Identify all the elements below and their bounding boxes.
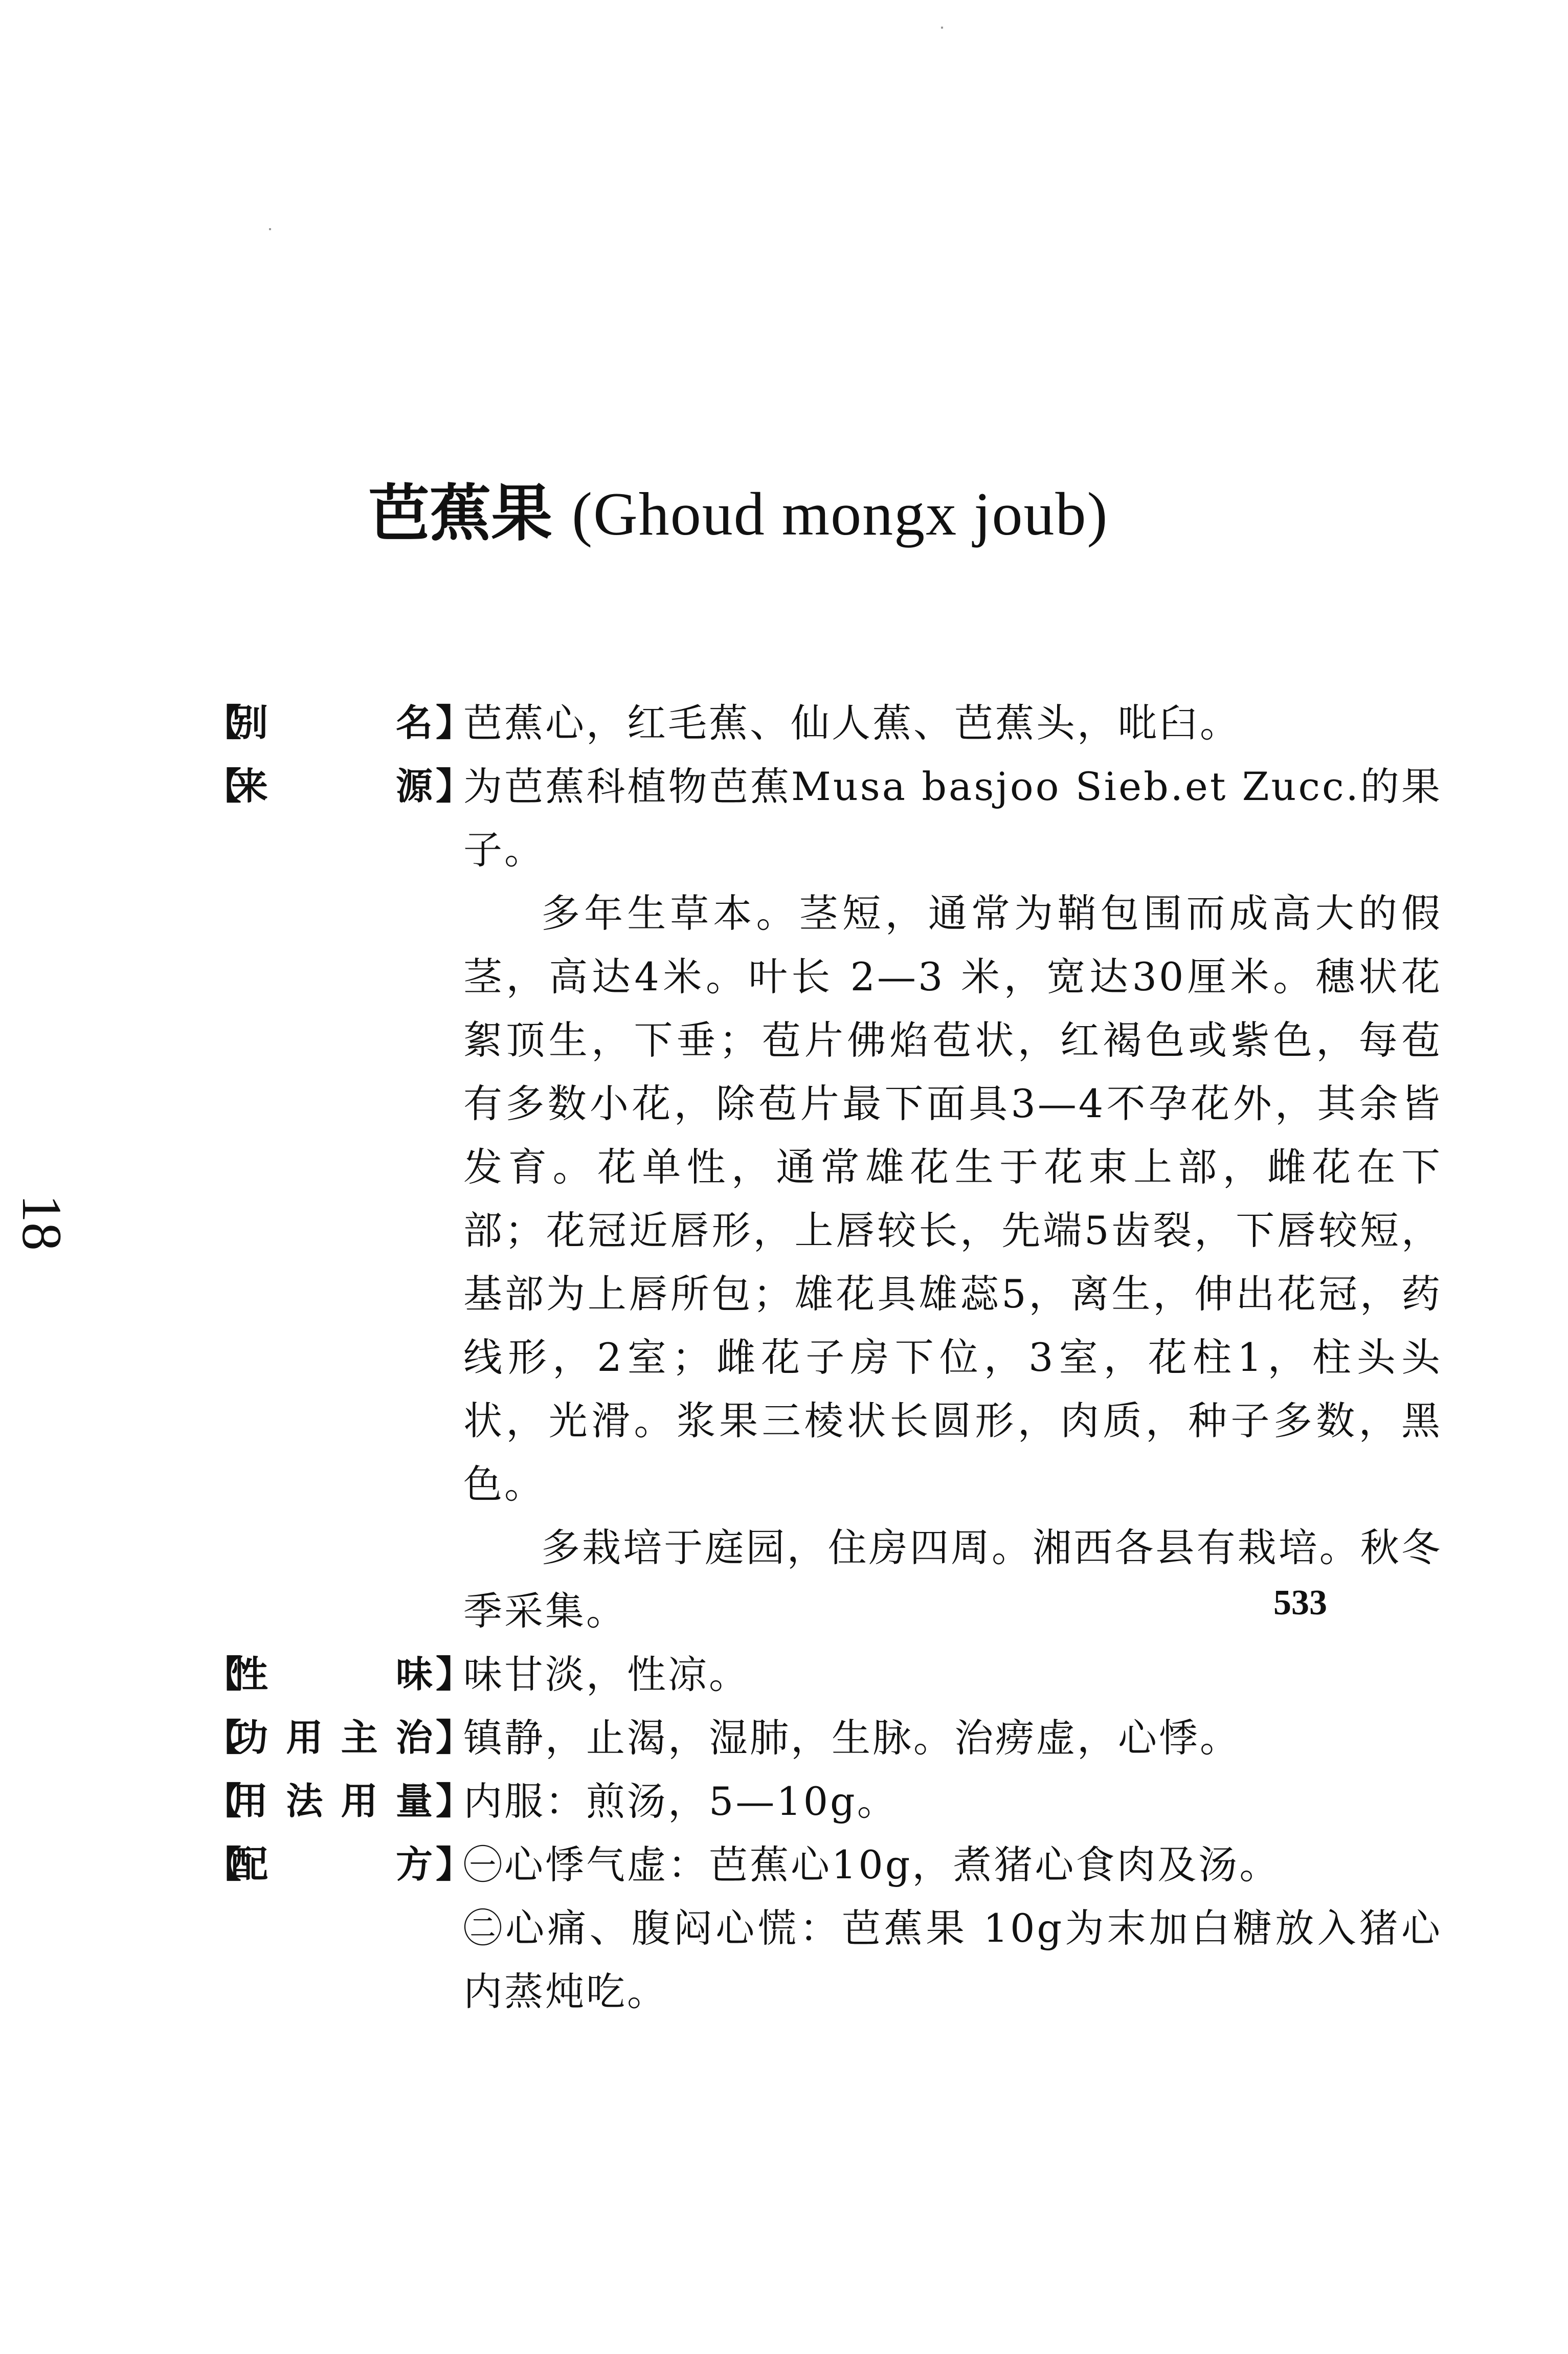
description-paragraph: 多年生草本。茎短，通常为鞘包围而成高大的假茎，高达4米。叶长 2—3 米，宽达30厘米。穗状花絮顶生，下垂；苞片佛焰苞状，红褐色或紫色，每苞有多数小花，除苞片最下面具3—4不孕花外，其余皆发育。花单性，通常雄花生于花束上部，雌花在下部；花冠近唇形，上唇较长，先端5齿裂，下唇较短，基部为上唇所包；雄花具雄蕊5，离生，伸出花冠，药线形，2室；雌花子房下位，3室，花柱1，柱头头状，光滑。浆果三棱状长圆形，肉质，种子多数，黑色。 <box>463 891 1442 1507</box>
label-char: 法 <box>286 1780 323 1823</box>
entry-content <box>463 882 1442 1516</box>
bracket-open: 【 <box>205 1780 242 1823</box>
side-page-number: 18 <box>11 1194 73 1251</box>
bracket-close: 】 <box>436 701 473 744</box>
label-char: 源 <box>395 765 433 808</box>
entry-row <box>205 1770 1442 1833</box>
entry-text: 内服：煎汤，5—10g。 <box>463 1779 898 1824</box>
entry-content <box>463 1706 1442 1770</box>
label-text <box>227 1643 436 1705</box>
entry-content <box>463 1770 1442 1833</box>
entry-content <box>463 1516 1442 1643</box>
bracket-open: 【 <box>205 1843 242 1886</box>
bracket-open: 【 <box>205 1716 242 1759</box>
label-char: 用 <box>231 1780 268 1823</box>
entry-text: ㊁心痛、腹闷心慌：芭蕉果 10g为末加白糖放入猪心内蒸炖吃。 <box>463 1905 1442 2014</box>
label-char: 功 <box>231 1716 268 1759</box>
entry-row <box>205 692 1442 755</box>
label-char: 主 <box>341 1716 378 1759</box>
entry-text: 镇静，止渴，湿肺，生脉。治痨虚，心悸。 <box>463 1715 1241 1761</box>
entry-text: 芭蕉心，红毛蕉、仙人蕉、芭蕉头，吡臼。 <box>463 700 1241 746</box>
entry-content <box>463 692 1442 755</box>
label-char: 性 <box>231 1653 268 1696</box>
entry-label <box>205 1833 473 1896</box>
entry-row <box>205 1833 1442 2024</box>
label-text <box>227 755 436 817</box>
title-miao: (Ghoud mongx joub) <box>572 480 1109 548</box>
bracket-close: 】 <box>436 1780 473 1823</box>
description-paragraph: 多栽培于庭园，住房四周。湘西各县有栽培。秋冬季采集。 <box>463 1525 1442 1634</box>
label-char: 量 <box>395 1780 433 1823</box>
entry-text: 为芭蕉科植物芭蕉Musa basjoo Sieb.et Zucc.的果子。 <box>463 764 1442 873</box>
bracket-close: 】 <box>436 765 473 808</box>
label-char: 方 <box>395 1843 433 1886</box>
label-char: 别 <box>231 701 268 744</box>
entry-text: 味甘淡，性凉。 <box>463 1652 750 1697</box>
entry-label <box>205 692 473 754</box>
entry-row <box>205 1706 1442 1770</box>
scan-speck <box>269 228 271 230</box>
entry-row <box>205 1643 1442 1706</box>
entry-sections <box>205 692 1442 2024</box>
entry-title <box>368 476 1289 552</box>
label-char: 用 <box>341 1780 378 1823</box>
label-char: 治 <box>395 1716 433 1759</box>
entry-row <box>205 882 1442 1516</box>
label-char: 用 <box>286 1716 323 1759</box>
bracket-open: 【 <box>205 765 242 808</box>
bracket-close: 】 <box>436 1843 473 1886</box>
label-text <box>227 692 436 754</box>
label-char: 味 <box>395 1653 433 1696</box>
entry-row <box>205 1516 1442 1643</box>
label-text <box>227 1706 436 1769</box>
entry-label <box>205 1770 473 1832</box>
bracket-close: 】 <box>436 1716 473 1759</box>
entry-row <box>205 755 1442 882</box>
label-text <box>227 1833 436 1896</box>
label-char: 来 <box>231 765 268 808</box>
page-number: 533 <box>1273 1583 1327 1623</box>
title-chinese: 芭蕉果 <box>368 478 552 549</box>
entry-content <box>463 1643 1442 1706</box>
label-char: 配 <box>231 1843 268 1886</box>
bracket-open: 【 <box>205 701 242 744</box>
entry-text: ㊀心悸气虚：芭蕉心10g，煮猪心食肉及汤。 <box>463 1842 1281 1887</box>
scan-speck <box>941 27 943 29</box>
label-char: 名 <box>395 701 433 744</box>
entry-content <box>463 1833 1442 2024</box>
entry-label <box>205 1706 473 1769</box>
entry-content <box>463 755 1442 882</box>
bracket-close: 】 <box>436 1653 473 1696</box>
label-text <box>227 1770 436 1832</box>
bracket-open: 【 <box>205 1653 242 1696</box>
entry-label <box>205 1643 473 1705</box>
entry-label <box>205 755 473 817</box>
